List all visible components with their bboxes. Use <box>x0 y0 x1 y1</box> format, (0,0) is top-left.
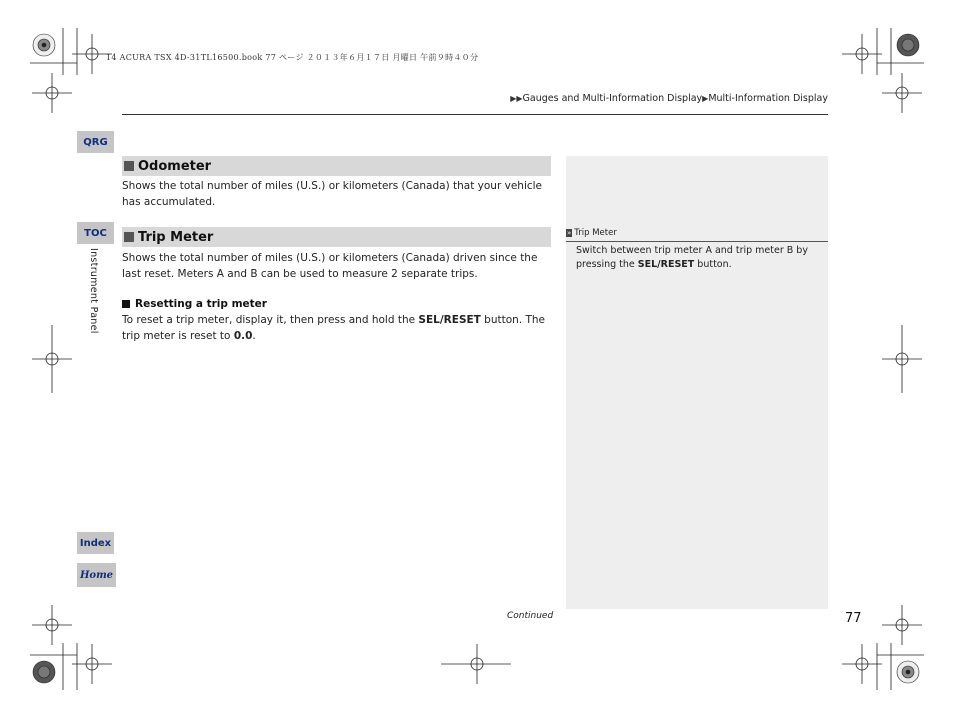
continued-label: Continued <box>507 611 554 621</box>
note-text-part: Switch between trip meter A and trip meter B by pressing the <box>576 245 808 270</box>
reset-text-part: . <box>252 329 256 342</box>
notes-panel <box>566 156 828 609</box>
square-icon <box>124 161 134 171</box>
reset-value: 0.0 <box>233 329 253 342</box>
resetting-heading <box>122 298 267 310</box>
odometer-title: Odometer <box>138 158 212 174</box>
reset-text-part: button. The trip meter is reset to <box>122 314 546 342</box>
sel-reset-label: SEL/RESET <box>418 314 481 326</box>
breadcrumb-arrow: ▶▶ <box>510 94 523 103</box>
note-rule <box>566 241 828 242</box>
trip-meter-text: Shows the total number of miles (U.S.) or kilometers (Canada) driven since the last reset. Meters A and B can be used to measure 2 separate trips. <box>122 252 538 280</box>
note-sel-reset-label: SEL/RESET <box>637 258 695 270</box>
page-number: 77 <box>845 611 862 626</box>
qrg-button[interactable]: QRG <box>77 131 114 153</box>
note-text-part: button. <box>694 258 732 270</box>
chapter-label: Instrument Panel <box>88 248 99 334</box>
note-title[interactable] <box>566 228 617 238</box>
breadcrumb <box>510 93 828 104</box>
trip-meter-heading <box>122 227 551 247</box>
breadcrumb-section[interactable]: Gauges and Multi-Information Display <box>522 93 703 104</box>
header-rule <box>122 114 828 115</box>
square-icon <box>124 232 134 242</box>
square-icon <box>122 300 130 308</box>
toc-button[interactable]: TOC <box>77 222 114 244</box>
note-text <box>576 244 816 271</box>
reset-text-part: To reset a trip meter, display it, then press and hold the <box>122 314 419 326</box>
trip-meter-title: Trip Meter <box>138 229 214 245</box>
print-header: 14 ACURA TSX 4D-31TL16500.book 77 ページ ２０１３年６月１７日 月曜日 午前９時４０分 <box>106 53 479 62</box>
index-button[interactable]: Index <box>77 532 114 554</box>
note-title-text: Trip Meter <box>574 228 617 238</box>
resetting-title: Resetting a trip meter <box>135 298 267 310</box>
breadcrumb-separator: ▶ <box>702 94 709 103</box>
note-link-icon: » <box>567 229 572 237</box>
home-button[interactable] <box>77 563 116 587</box>
odometer-text: Shows the total number of miles (U.S.) or kilometers (Canada) that your vehicle has accumulated. <box>122 180 543 208</box>
home-label: Home <box>79 569 114 581</box>
resetting-text <box>122 313 552 344</box>
breadcrumb-page[interactable]: Multi-Information Display <box>708 93 828 104</box>
odometer-heading <box>122 156 551 176</box>
